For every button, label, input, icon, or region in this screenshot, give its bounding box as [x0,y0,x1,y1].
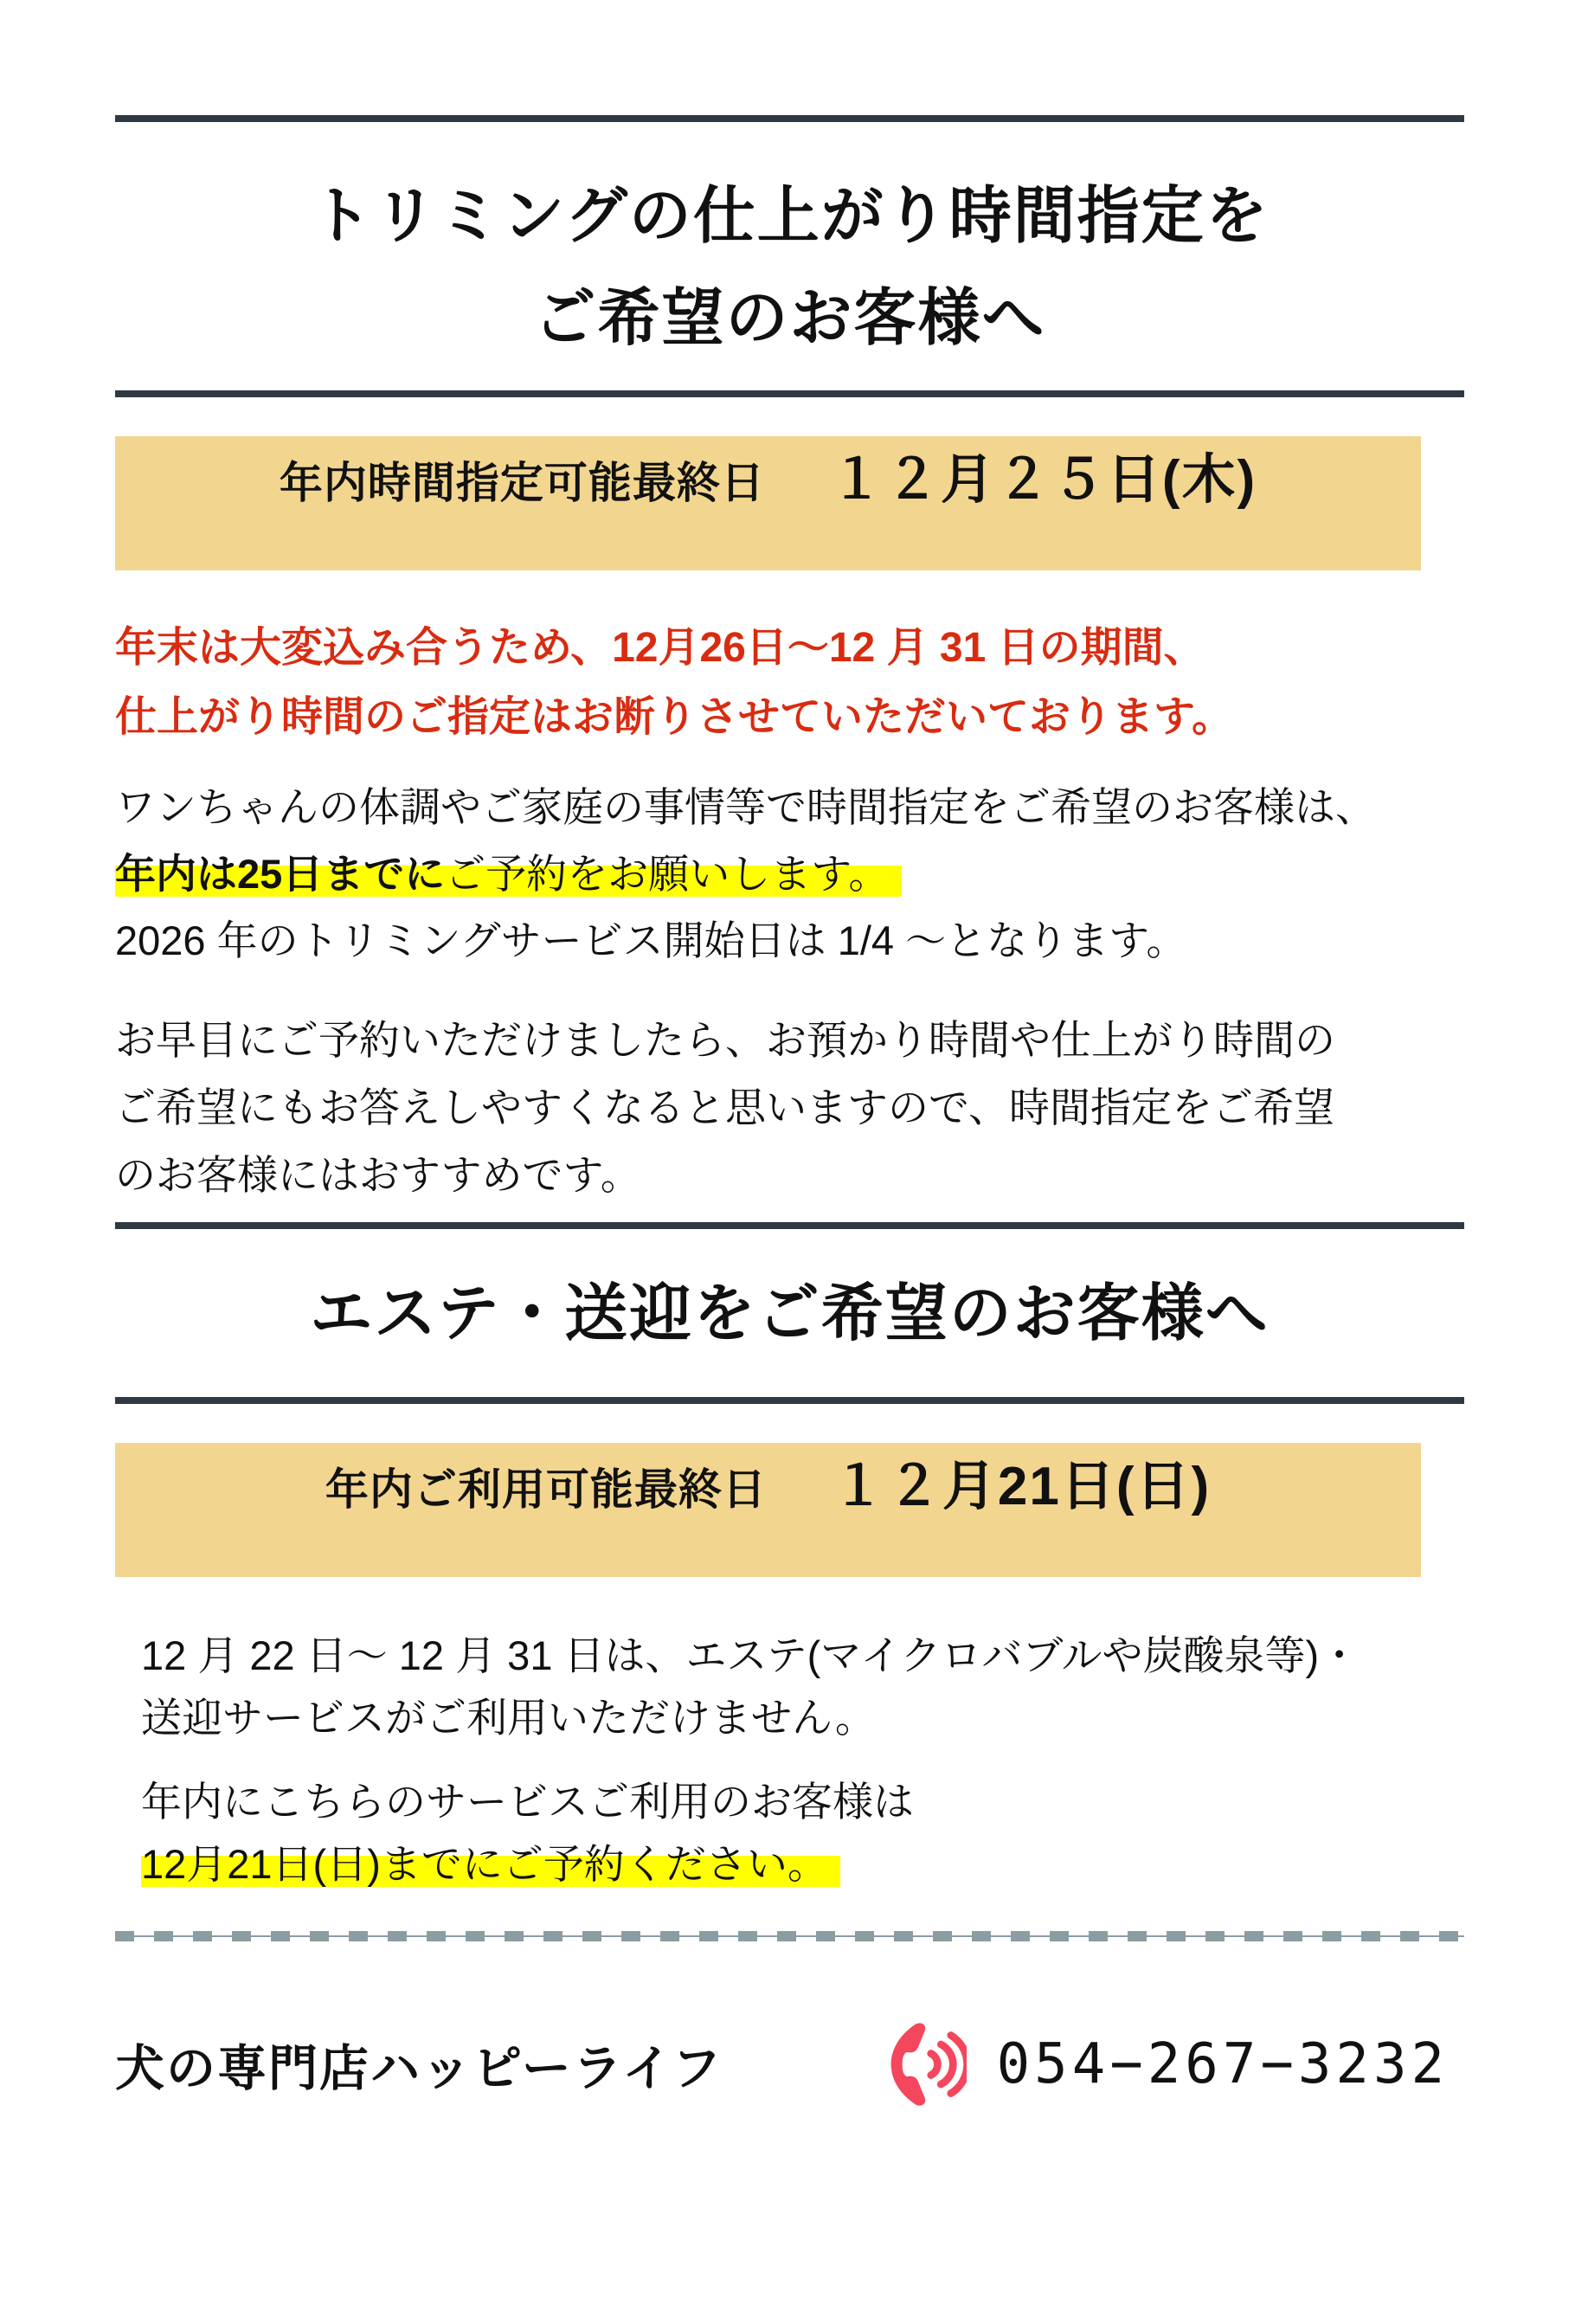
flyer-page [0,115,1575,2324]
section2-title-top-rule [115,1222,1464,1229]
early-booking-recommendation-paragraph [115,1007,1464,1209]
section1-title-line1: トリミングの仕上がり時間指定を [310,182,1270,251]
recommend-line2: ご希望にもお答えしやすくなると思いますので、時間指定をご希望 [115,1085,1335,1130]
deadline-line2 [141,1833,1464,1896]
section1-banner-label: 年内時間指定可能最終日 [279,459,765,507]
unavailable-line2: 送迎サービスがご利用いただけません。 [141,1695,876,1741]
phone-number: 054−267−3232 [996,2032,1449,2096]
highlighted-deadline-text-2: 12月21日(日)までにご予約ください。 [141,1841,840,1887]
top-rule [115,115,1464,122]
shop-name: 犬の専門店ハッピーライフ [115,2041,723,2096]
deadline-line1: 年内にこちらのサービスご利用のお客様は [141,1779,914,1825]
unavailable-line1: 12 月 22 日〜 12 月 31 日は、エステ(マイクロバブルや炭酸泉等)・ [141,1632,1360,1678]
warning-line2: 仕上がり時間のご指定はお断りさせていただいております。 [115,694,1234,740]
section1-banner-date: １２月２５日(木) [829,450,1257,510]
phone-icon [884,2016,967,2113]
section2-deadline-banner [115,1443,1421,1577]
section2-title-bottom-rule [115,1397,1464,1404]
section2-banner-date: １２月21日(日) [831,1457,1212,1516]
reservation-request-paragraph [115,774,1464,974]
request-line2 [115,840,1464,907]
section2-title: エステ・送迎をご希望のお客様へ [310,1279,1270,1349]
warning-line1: 年末は大変込み合うため、12月26日〜12 月 31 日の期間、 [115,625,1205,671]
service-unavailable-paragraph [115,1625,1464,1749]
service-deadline-paragraph [115,1771,1464,1896]
recommend-line1: お早目にご予約いただけましたら、お預かり時間や仕上がり時間の [115,1017,1335,1063]
highlight-bold-part: 年内は25日までに [115,851,446,897]
recommend-line3: のお客様にはおすすめです。 [115,1152,641,1198]
phone-contact [884,2016,1464,2113]
section1-deadline-banner [115,436,1421,570]
footer [115,2016,1464,2113]
request-line1: ワンちゃんの体調やご家庭の事情等で時間指定をご希望のお客様は、 [115,784,1376,830]
highlight-regular-part: ご予約をお願いします。 [445,851,890,897]
highlighted-deadline-text [115,851,902,897]
year-end-warning-text [115,614,1464,752]
section2-banner-label: 年内ご利用可能最終日 [325,1465,767,1514]
request-line3: 2026 年のトリミングサービス開始日は 1/4 〜となります。 [115,917,1187,963]
section1-title [115,165,1464,370]
dashed-separator [115,1930,1464,1942]
section1-title-bottom-rule [115,390,1464,397]
section1-title-line2: ご希望のお客様へ [533,284,1046,353]
